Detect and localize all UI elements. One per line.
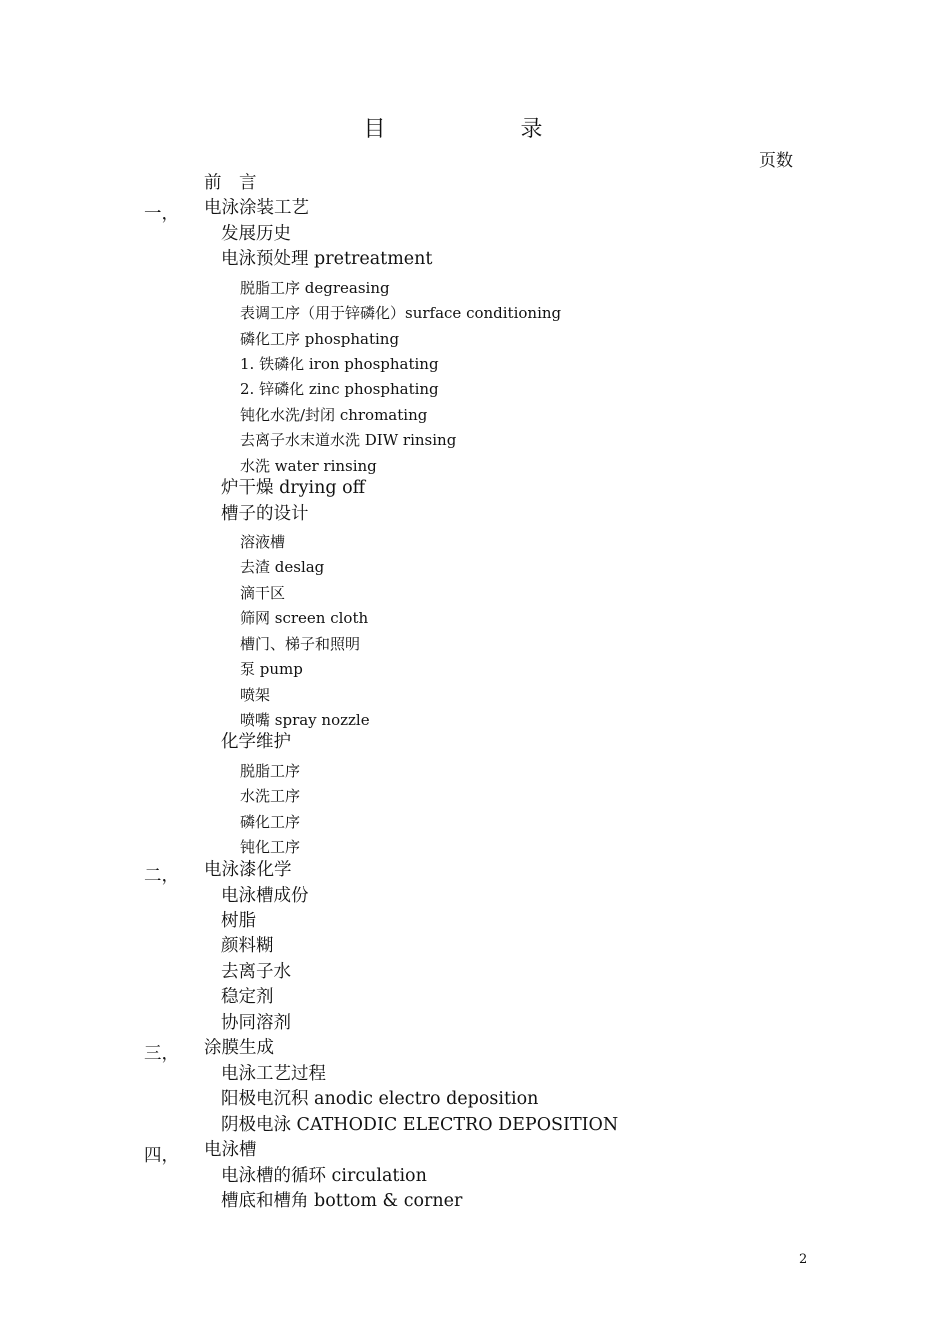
toc-subsection: 去渣 deslag: [240, 558, 325, 576]
toc-section: 槽底和槽角 bottom & corner: [221, 1191, 463, 1211]
toc-section: 槽子的设计: [221, 504, 309, 524]
toc-section: 阴极电泳 CATHODIC ELECTRO DEPOSITION: [221, 1115, 619, 1135]
toc-section: 颜料糊: [221, 936, 274, 956]
section-number: 二，: [144, 866, 179, 886]
page-number: 2: [799, 1252, 808, 1267]
toc-subsection: 2. 锌磷化 zinc phosphating: [240, 380, 439, 398]
toc-subsection: 筛网 screen cloth: [240, 609, 369, 627]
section-number: 三，: [144, 1044, 179, 1064]
toc-chapter: 电泳涂装工艺: [204, 198, 309, 218]
page-count-header: 页数: [759, 151, 793, 171]
toc-chapter: 前 言: [204, 173, 257, 193]
toc-subsection: 槽门、梯子和照明: [240, 635, 361, 653]
toc-subsection: 脱脂工序: [240, 762, 301, 780]
toc-subsection: 磷化工序: [240, 813, 301, 831]
toc-subsection: 钝化工序: [240, 838, 301, 856]
toc-section: 树脂: [221, 911, 256, 931]
section-number: 四，: [144, 1146, 179, 1166]
toc-section: 发展历史: [221, 224, 291, 244]
toc-chapter: 电泳槽: [204, 1140, 257, 1160]
toc-chapter: 涂膜生成: [204, 1038, 274, 1058]
toc-subsection: 表调工序（用于锌磷化）surface conditioning: [240, 304, 562, 322]
toc-section: 炉干燥 drying off: [221, 478, 366, 498]
toc-subsection: 水洗工序: [240, 787, 301, 805]
toc-subsection: 1. 铁磷化 iron phosphating: [240, 355, 439, 373]
toc-chapter: 电泳漆化学: [204, 860, 292, 880]
toc-section: 稳定剂: [221, 987, 274, 1007]
toc-section: 电泳预处理 pretreatment: [221, 249, 433, 269]
toc-subsection: 滴干区: [240, 584, 286, 602]
page-title: 目 录: [363, 117, 607, 142]
toc-subsection: 磷化工序 phosphating: [240, 330, 400, 348]
toc-section: 阳极电沉积 anodic electro deposition: [221, 1089, 539, 1109]
toc-subsection: 喷架: [240, 686, 271, 704]
toc-subsection: 钝化水洗/封闭 chromating: [240, 406, 428, 424]
toc-section: 化学维护: [221, 732, 291, 752]
toc-subsection: 水洗 water rinsing: [240, 457, 377, 475]
section-number: 一，: [144, 204, 179, 224]
toc-section: 电泳工艺过程: [221, 1064, 326, 1084]
toc-subsection: 去离子水末道水洗 DIW rinsing: [240, 431, 457, 449]
toc-subsection: 泵 pump: [240, 660, 303, 678]
toc-section: 协同溶剂: [221, 1013, 291, 1033]
toc-subsection: 喷嘴 spray nozzle: [240, 711, 370, 729]
toc-subsection: 脱脂工序 degreasing: [240, 279, 390, 297]
toc-section: 去离子水: [221, 962, 291, 982]
toc-section: 电泳槽成份: [221, 886, 309, 906]
toc-subsection: 溶液槽: [240, 533, 286, 551]
toc-section: 电泳槽的循环 circulation: [221, 1166, 427, 1186]
